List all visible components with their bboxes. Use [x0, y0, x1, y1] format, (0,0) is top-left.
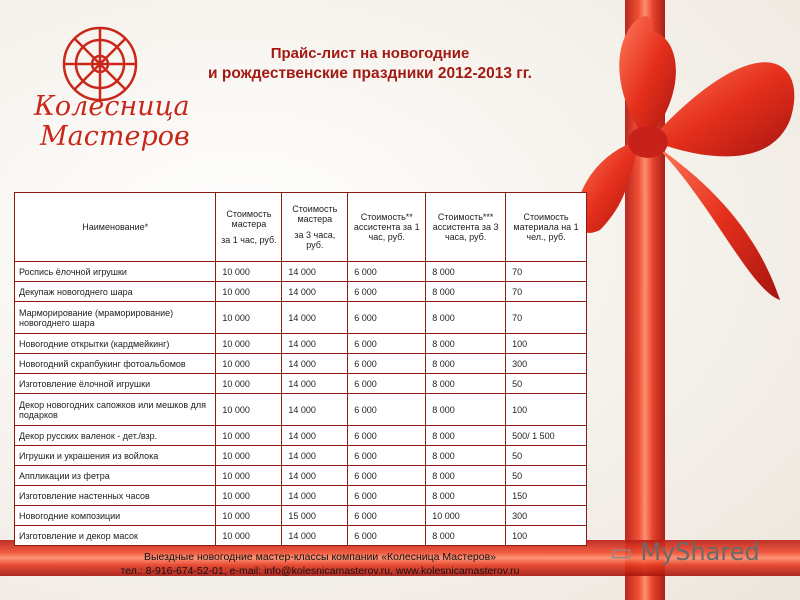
price-cell: 50: [506, 466, 587, 486]
price-cell: 70: [506, 282, 587, 302]
logo-line1: Колесница: [34, 91, 190, 122]
item-name-cell: Декупаж новогоднего шара: [15, 282, 216, 302]
price-cell: 6 000: [348, 334, 426, 354]
page-title: [170, 44, 570, 84]
price-cell: 14 000: [282, 486, 348, 506]
header-master-1h: Стоимость мастера за 1 час, руб.: [216, 193, 282, 262]
price-cell: 8 000: [426, 302, 506, 334]
price-cell: 8 000: [426, 354, 506, 374]
price-cell: 8 000: [426, 394, 506, 426]
price-table: [14, 192, 587, 546]
price-cell: 14 000: [282, 526, 348, 546]
item-name-cell: Марморирование (мраморирование) новогоднего шара: [15, 302, 216, 334]
table-header-row: [15, 193, 587, 262]
logo-line2: Мастеров: [40, 121, 190, 152]
logo-text: [34, 92, 190, 152]
price-cell: 10 000: [426, 506, 506, 526]
price-cell: 6 000: [348, 354, 426, 374]
price-cell: 6 000: [348, 302, 426, 334]
item-name-cell: Игрушки и украшения из войлока: [15, 446, 216, 466]
price-cell: 6 000: [348, 446, 426, 466]
price-cell: 14 000: [282, 302, 348, 334]
price-cell: 8 000: [426, 262, 506, 282]
price-cell: 10 000: [216, 282, 282, 302]
price-cell: 14 000: [282, 394, 348, 426]
price-cell: 10 000: [216, 374, 282, 394]
item-name-cell: Роспись ёлочной игрушки: [15, 262, 216, 282]
header-assistant-1h: Стоимость** ассистента за 1 час, руб.: [348, 193, 426, 262]
price-cell: 6 000: [348, 426, 426, 446]
price-cell: 10 000: [216, 262, 282, 282]
price-cell: 10 000: [216, 526, 282, 546]
table-row: [15, 282, 587, 302]
price-cell: 100: [506, 334, 587, 354]
price-cell: 70: [506, 302, 587, 334]
table-row: [15, 446, 587, 466]
table-row: [15, 506, 587, 526]
price-cell: 14 000: [282, 354, 348, 374]
price-cell: 6 000: [348, 466, 426, 486]
item-name-cell: Декор русских валенок - дет./взр.: [15, 426, 216, 446]
price-cell: 10 000: [216, 354, 282, 374]
presentation-icon: ▭: [610, 538, 633, 566]
price-cell: 8 000: [426, 526, 506, 546]
price-cell: 14 000: [282, 262, 348, 282]
item-name-cell: Новогодние композиции: [15, 506, 216, 526]
table-row: [15, 466, 587, 486]
price-cell: 500/ 1 500: [506, 426, 587, 446]
price-cell: 300: [506, 506, 587, 526]
price-cell: 8 000: [426, 282, 506, 302]
table-row: [15, 526, 587, 546]
price-cell: 6 000: [348, 394, 426, 426]
footer-contacts: тел.: 8-916-674-52-01, e-mail: info@kolesnicamasterov.ru, www.kolesnicamasterov.ru: [120, 565, 520, 577]
price-cell: 6 000: [348, 506, 426, 526]
item-name-cell: Новогодний скрапбукинг фотоальбомов: [15, 354, 216, 374]
footer: [60, 550, 580, 578]
price-cell: 6 000: [348, 262, 426, 282]
item-name-cell: Новогодние открытки (кардмейкинг): [15, 334, 216, 354]
price-cell: 10 000: [216, 334, 282, 354]
table-row: [15, 426, 587, 446]
item-name-cell: Аппликации из фетра: [15, 466, 216, 486]
price-cell: 70: [506, 262, 587, 282]
price-cell: 300: [506, 354, 587, 374]
table-row: [15, 262, 587, 282]
price-cell: 10 000: [216, 446, 282, 466]
price-cell: 10 000: [216, 426, 282, 446]
price-cell: 14 000: [282, 374, 348, 394]
price-cell: 150: [506, 486, 587, 506]
price-cell: 8 000: [426, 334, 506, 354]
price-cell: 10 000: [216, 466, 282, 486]
table-row: [15, 334, 587, 354]
header-name: Наименование*: [15, 193, 216, 262]
title-line2: и рождественские праздники 2012-2013 гг.: [208, 65, 532, 82]
watermark-logo: ▭ MyShared: [610, 538, 760, 566]
table-row: [15, 486, 587, 506]
price-cell: 10 000: [216, 394, 282, 426]
price-cell: 14 000: [282, 426, 348, 446]
price-cell: 8 000: [426, 486, 506, 506]
table-row: [15, 374, 587, 394]
price-cell: 8 000: [426, 374, 506, 394]
table-row: [15, 302, 587, 334]
price-cell: 14 000: [282, 282, 348, 302]
title-line1: Прайс-лист на новогодние: [270, 45, 470, 62]
price-cell: 50: [506, 374, 587, 394]
footer-line1: Выездные новогодние мастер-классы компании «Колесница Мастеров»: [143, 551, 497, 563]
item-name-cell: Изготовление и декор масок: [15, 526, 216, 546]
price-cell: 6 000: [348, 374, 426, 394]
price-cell: 6 000: [348, 282, 426, 302]
price-cell: 10 000: [216, 486, 282, 506]
price-cell: 14 000: [282, 466, 348, 486]
item-name-cell: Изготовление настенных часов: [15, 486, 216, 506]
header-material: Стоимость материала на 1 чел., руб.: [506, 193, 587, 262]
price-cell: 8 000: [426, 426, 506, 446]
price-cell: 50: [506, 446, 587, 466]
price-cell: 15 000: [282, 506, 348, 526]
header-assistant-3h: Стоимость*** ассистента за 3 часа, руб.: [426, 193, 506, 262]
table-row: [15, 394, 587, 426]
price-cell: 10 000: [216, 506, 282, 526]
item-name-cell: Изготовление ёлочной игрушки: [15, 374, 216, 394]
price-cell: 14 000: [282, 446, 348, 466]
price-cell: 100: [506, 526, 587, 546]
header-master-3h: Стоимость мастера за 3 часа, руб.: [282, 193, 348, 262]
price-cell: 14 000: [282, 334, 348, 354]
price-cell: 8 000: [426, 466, 506, 486]
item-name-cell: Декор новогодних сапожков или мешков для подарков: [15, 394, 216, 426]
price-cell: 100: [506, 394, 587, 426]
price-cell: 6 000: [348, 486, 426, 506]
table-row: [15, 354, 587, 374]
price-cell: 10 000: [216, 302, 282, 334]
price-cell: 6 000: [348, 526, 426, 546]
price-cell: 8 000: [426, 446, 506, 466]
